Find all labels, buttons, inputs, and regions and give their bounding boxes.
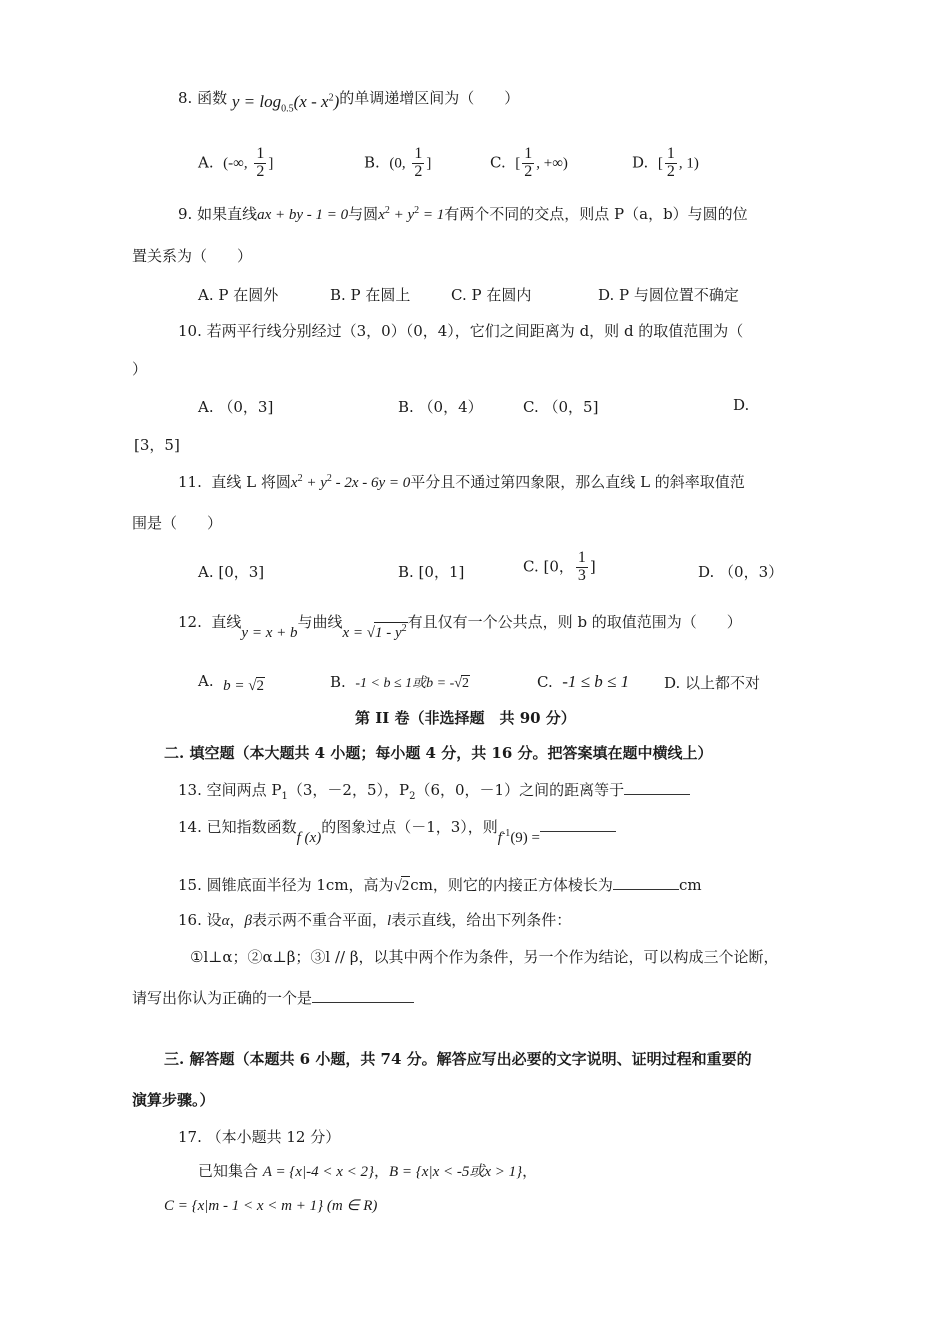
- q16-stem: 16. 设α，β表示两不重合平面，l表示直线，给出下列条件：: [178, 911, 572, 929]
- q10-stem-line2: ）: [132, 360, 148, 378]
- q12-option-c: C. -1 ≤ b ≤ 1: [537, 672, 630, 691]
- q9-option-b: B. P 在圆上: [330, 286, 411, 304]
- q11-stem: 11. 直线 L 将圆$x^2 + y^2 - 2x - 6y = 0$平分且不通过第四象限，那么直线 L 的斜率取值范: [178, 473, 745, 491]
- q10-stem: 10. 若两平行线分别经过（3，0）（0，4），它们之间距离为 d，则 d 的取值范围为（: [178, 322, 744, 340]
- q9-stem: 9. 如果直线ax + by - 1 = 0与圆$x^2 + y^2 = 1$有两个不同的交点，则点 P（a，b）与圆的位: [178, 205, 748, 223]
- q12-option-a: A. b = √2: [198, 672, 265, 694]
- q14-stem: 14. 已知指数函数f (x)的图象过点（－1，3），则$f^{-1}(9)$ =: [178, 817, 616, 837]
- q9-option-d: D. P 与圆位置不确定: [598, 286, 739, 304]
- q12-option-b: B. -1 < b ≤ 1或b = -√2: [330, 673, 469, 691]
- q8-option-a: A. (-∞, $\frac{1}{2}$ ]: [198, 145, 274, 180]
- q9-option-c: C. P 在圆内: [451, 286, 532, 304]
- q15-answer-blank[interactable]: [613, 875, 679, 890]
- q17-header: 17. （本小题共 12 分）: [178, 1128, 341, 1146]
- q17-set-c: C = {x|m - 1 < x < m + 1} (m ∈ R): [164, 1198, 378, 1214]
- q8-option-c: C. [ $\frac{1}{2}$ , +∞): [490, 145, 568, 180]
- section2-title: 二. 填空题（本大题共 4 小题；每小题 4 分，共 16 分。把答案填在题中横线上）: [164, 744, 713, 762]
- q10-option-a: A. （0，3]: [198, 398, 274, 416]
- q8-stem: 8. 函数 $y = \log_{0.5}(x - x^2)$的单调递增区间为（ ）: [178, 89, 520, 115]
- q10-option-d: D.: [733, 396, 750, 414]
- q8-option-b: B. (0, $\frac{1}{2}$ ]: [364, 145, 432, 180]
- q8-option-d: D. [ $\frac{1}{2}$ , 1): [632, 145, 699, 180]
- q11-option-a: A. [0，3]: [198, 563, 265, 581]
- q11-option-c: C. [0， $\frac{1}{3}$ ]: [523, 549, 596, 584]
- q13-stem: 13. 空间两点 $P_1(3$，－2，5），$P_2(6$，0，－1）之间的距离等于: [178, 780, 690, 803]
- q13-answer-blank[interactable]: [624, 780, 690, 795]
- q12-stem: 12. 直线y = x + b与曲线$x = √1 - y^2$有且仅有一个公共点，则 b 的取值范围为（ ）: [178, 613, 742, 641]
- q16-answer-blank[interactable]: [312, 988, 414, 1003]
- q16-conditions: ①l⊥α；②α⊥β；③l // β，以其中两个作为条件，另一个作为结论，可以构成三个论断，: [190, 948, 779, 966]
- q11-stem-line2: 围是（ ）: [132, 514, 223, 532]
- q10-option-c: C. （0，5]: [523, 398, 599, 416]
- q10-option-d-value: [3，5]: [134, 436, 180, 454]
- q15-stem: 15. 圆锥底面半径为 1cm，高为√2cm，则它的内接正方体棱长为 cm: [178, 876, 702, 894]
- q9-stem-line2: 置关系为（ ）: [132, 247, 253, 265]
- q11-option-b: B. [0，1]: [398, 563, 465, 581]
- q12-option-d: D. 以上都不对: [664, 674, 761, 692]
- part2-title: 第 II 卷（非选择题 共 90 分）: [355, 709, 576, 727]
- q16-answer-line: 请写出你认为正确的一个是: [132, 988, 414, 1007]
- q14-answer-blank[interactable]: [540, 817, 616, 832]
- section3-title: 三. 解答题（本题共 6 小题，共 74 分。解答应写出必要的文字说明、证明过程和重要的: [164, 1050, 752, 1068]
- q10-option-b: B. （0，4）: [398, 398, 483, 416]
- q17-sets-ab: 已知集合 A = {x|-4 < x < 2}，B = {x|x < -5或x > 1}，: [198, 1162, 538, 1180]
- q11-option-d: D. （0，3）: [698, 563, 784, 581]
- q9-option-a: A. P 在圆外: [198, 286, 279, 304]
- section3-title-line2: 演算步骤。）: [132, 1091, 215, 1109]
